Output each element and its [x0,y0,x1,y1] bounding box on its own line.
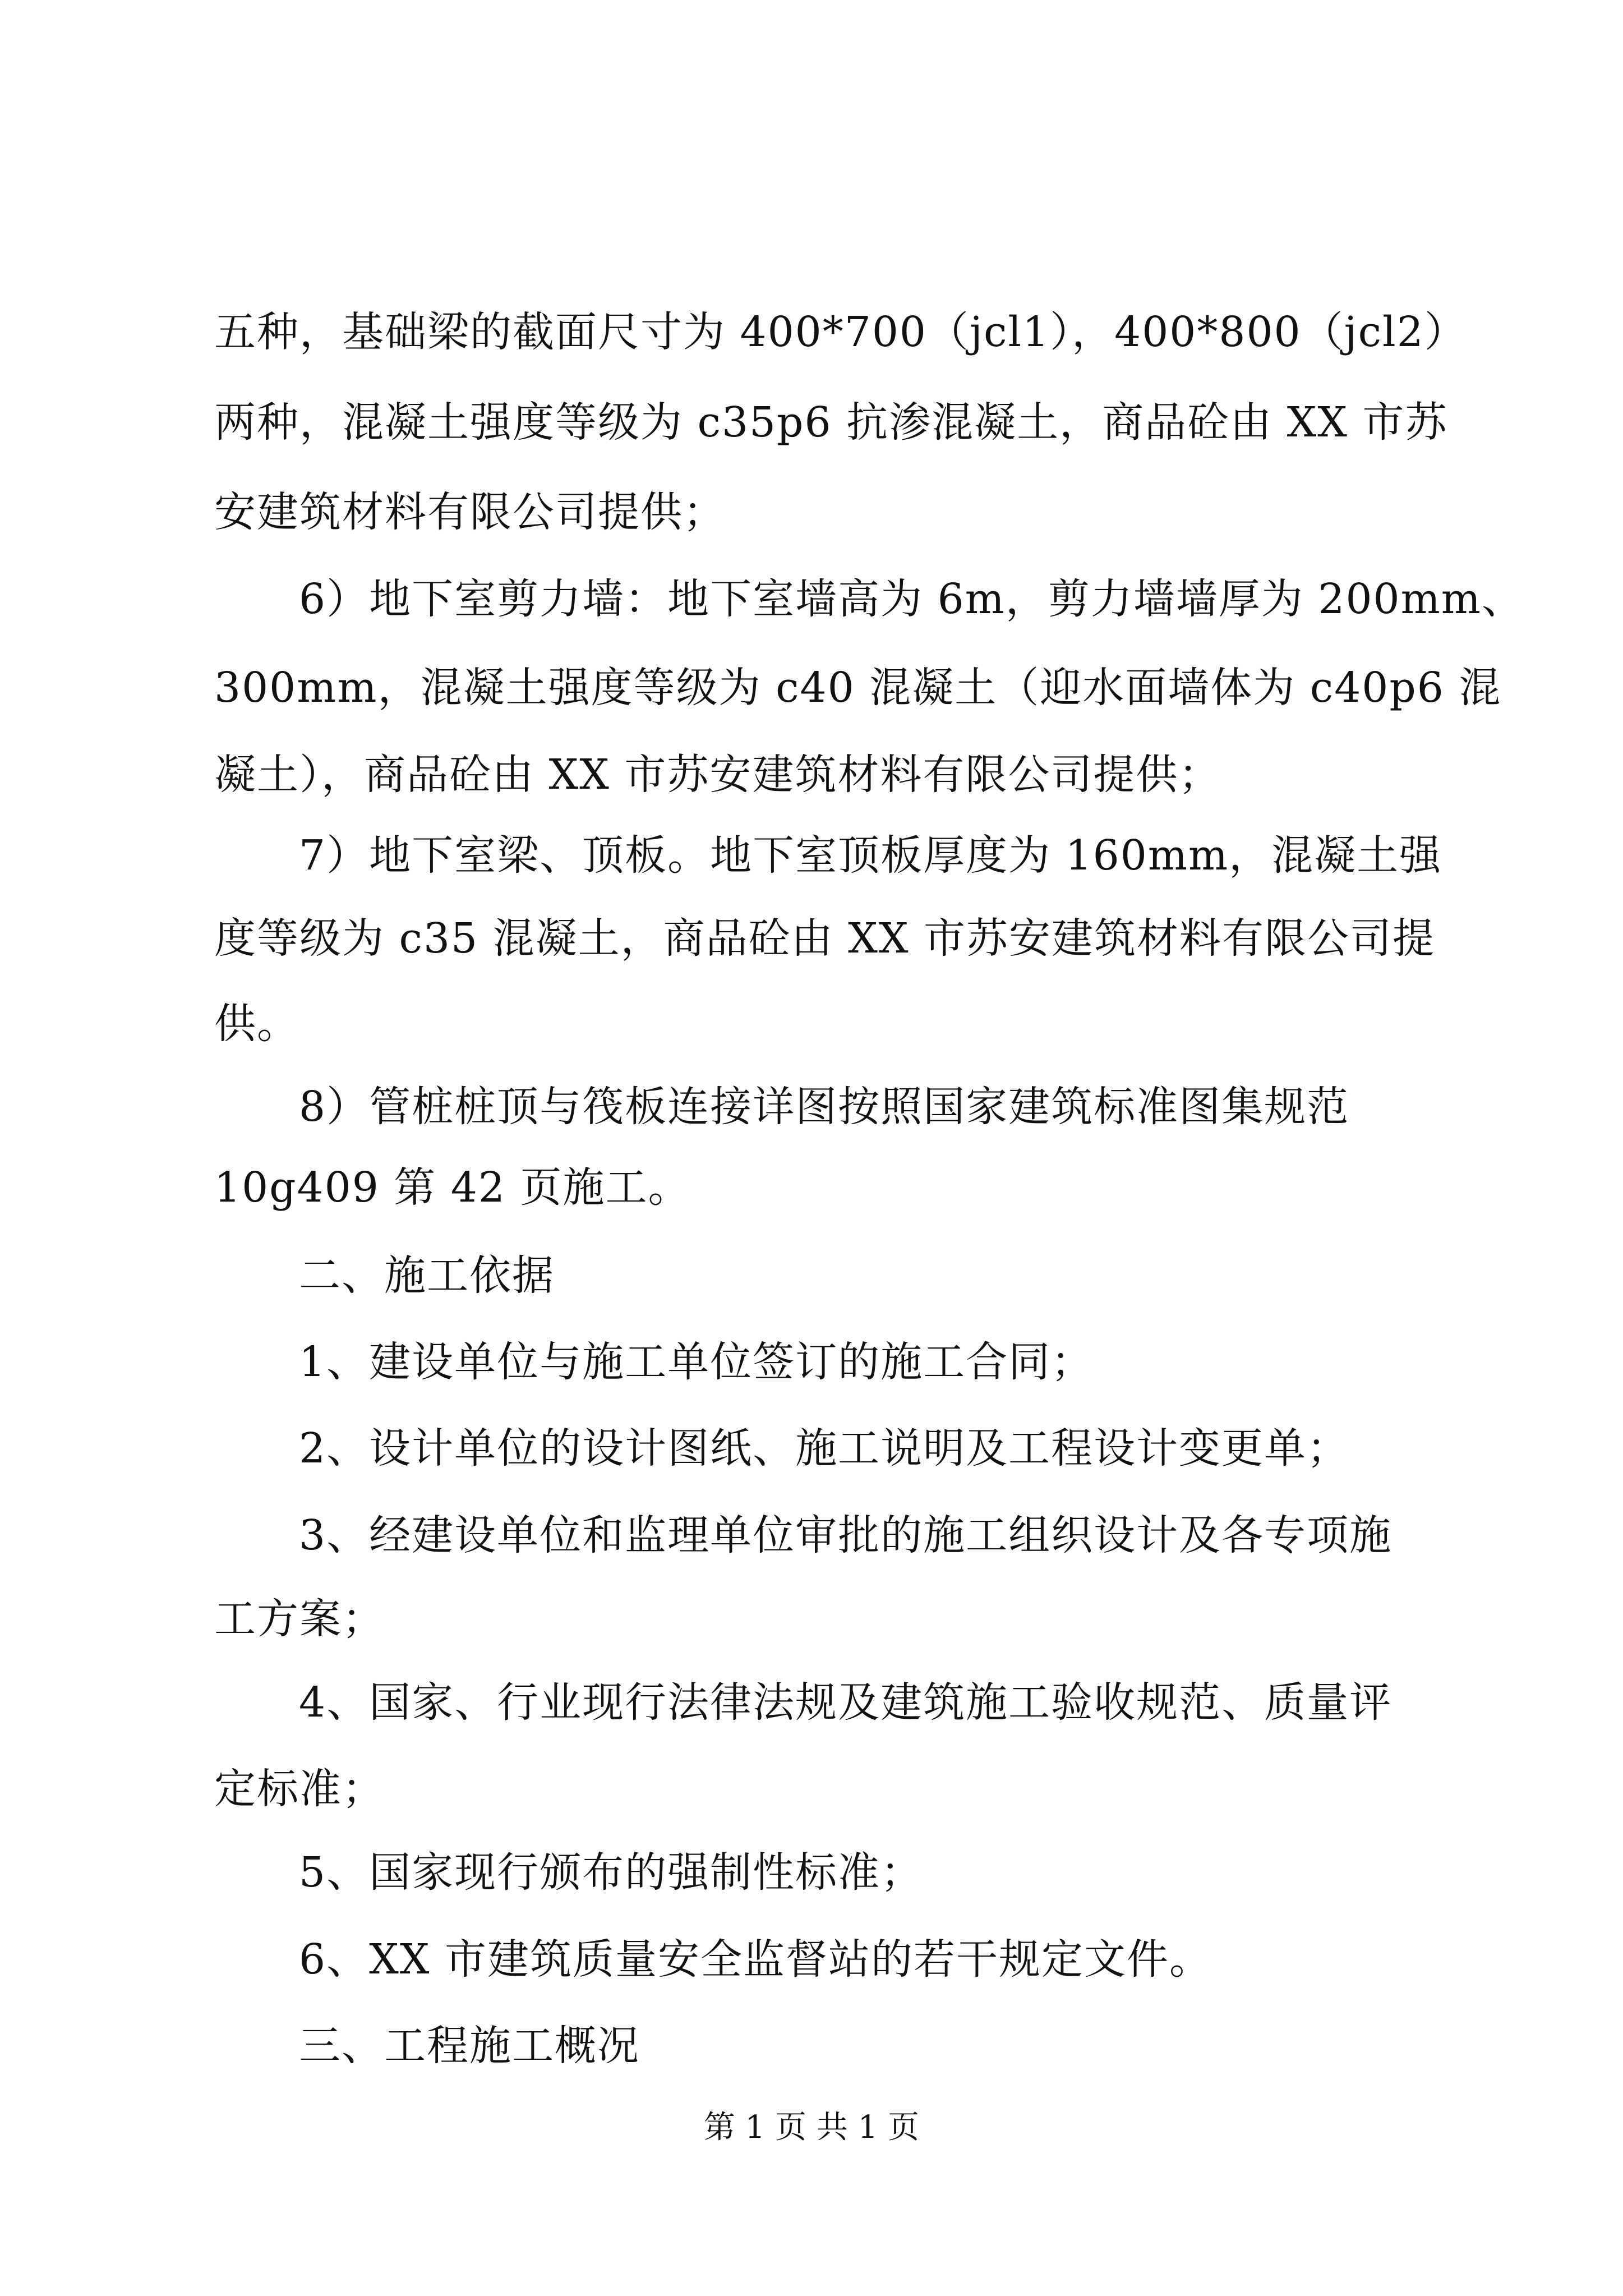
text-line: 供。 [214,1000,299,1048]
text-line: 五种，基础梁的截面尺寸为 400*700（jcl1），400*800（jcl2） [214,308,1467,356]
list-item: 3、经建设单位和监理单位审批的施工组织设计及各专项施 [299,1511,1393,1559]
list-item-continuation: 定标准； [214,1765,385,1813]
list-item: 5、国家现行颁布的强制性标准； [299,1848,924,1897]
text-line: 8）管桩桩顶与筏板连接详图按照国家建筑标准图集规范 [299,1083,1350,1131]
text-line: 10g409 第 42 页施工。 [214,1163,691,1212]
text-line: 两种，混凝土强度等级为 c35p6 抗渗混凝土，商品砼由 XX 市苏 [214,398,1448,447]
section-heading: 二、施工依据 [299,1251,555,1300]
text-line: 凝土），商品砼由 XX 市苏安建筑材料有限公司提供； [214,751,1221,799]
text-line: 度等级为 c35 混凝土，商品砼由 XX 市苏安建筑材料有限公司提 [214,914,1436,963]
list-item: 4、国家、行业现行法律法规及建筑施工验收规范、质量评 [299,1678,1393,1727]
text-line: 安建筑材料有限公司提供； [214,488,726,536]
list-item-continuation: 工方案； [214,1595,385,1643]
page-number-footer: 第 1 页 共 1 页 [703,2109,920,2146]
list-item: 2、设计单位的设计图纸、施工说明及工程设计变更单； [299,1424,1350,1473]
section-heading: 三、工程施工概况 [299,2022,640,2070]
list-item: 6、XX 市建筑质量安全监督站的若干规定文件。 [299,1935,1212,1984]
list-item: 1、建设单位与施工单位签订的施工合同； [299,1338,1094,1386]
text-line: 7）地下室梁、顶板。地下室顶板厚度为 160mm，混凝土强 [299,831,1442,880]
text-line: 6）地下室剪力墙：地下室墙高为 6m，剪力墙墙厚为 200mm、 [299,575,1524,623]
text-line: 300mm，混凝土强度等级为 c40 混凝土（迎水面墙体为 c40p6 混 [214,664,1502,712]
